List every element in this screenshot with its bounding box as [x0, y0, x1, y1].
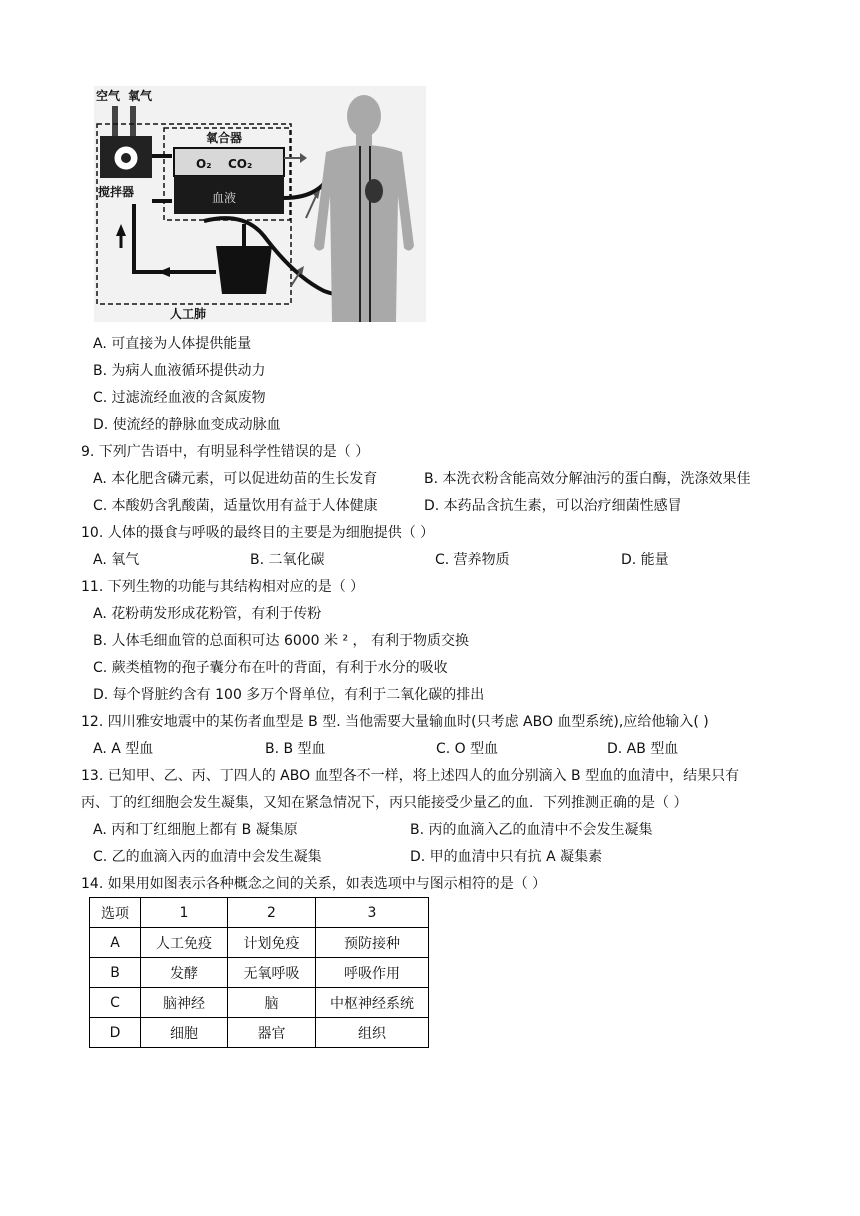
- q12-stem: 12. 四川雅安地震中的某伤者血型是 B 型. 当他需要大量输血时(只考虑 ABO 血型系统),应给他输入( ): [81, 714, 709, 730]
- artificial-lung-label: 人工肺: [170, 307, 207, 321]
- q10-stem: 10. 人体的摄食与呼吸的最终目的主要是为细胞提供（ ）: [81, 525, 435, 541]
- q12-option-a: A. A 型血: [93, 741, 154, 757]
- table-cell: 预防接种: [316, 928, 429, 958]
- table-cell: 细胞: [141, 1018, 228, 1048]
- oxygen-label: 氧气: [128, 89, 153, 103]
- q14-stem: 14. 如果用如图表示各种概念之间的关系，如表选项中与图示相符的是（ ）: [81, 876, 547, 892]
- q14-options-table: [89, 897, 429, 1048]
- q13-stem-line2: 丙、丁的红细胞会发生凝集，又知在紧急情况下，丙只能接受少量乙的血．下列推测正确的是（ ）: [81, 795, 688, 811]
- table-row: [90, 1018, 429, 1048]
- table-header-cell: 3: [316, 898, 429, 928]
- table-header-cell: 2: [228, 898, 316, 928]
- oxygenator-label: 氧合器: [206, 131, 243, 145]
- q10-option-d: D. 能量: [621, 552, 669, 568]
- table-cell: C: [90, 988, 141, 1018]
- q8-option-c: C. 过滤流经血液的含氮废物: [93, 390, 266, 406]
- oxygen-inlet-pipe: [130, 106, 136, 136]
- q9-option-a: A. 本化肥含磷元素，可以促进幼苗的生长发育: [93, 471, 378, 487]
- table-cell: 中枢神经系统: [316, 988, 429, 1018]
- air-inlet-pipe: [112, 106, 118, 136]
- air-label: 空气: [96, 89, 121, 103]
- q11-option-c: C. 蕨类植物的孢子囊分布在叶的背面，有利于水分的吸收: [93, 660, 448, 676]
- table-header-cell: 选项: [90, 898, 141, 928]
- q11-option-b: B. 人体毛细血管的总面积可达 6000 米 ² ， 有利于物质交换: [93, 633, 469, 649]
- o2-label: O₂: [196, 157, 212, 171]
- table-header-cell: 1: [141, 898, 228, 928]
- table-row: [90, 958, 429, 988]
- co2-label: CO₂: [228, 157, 253, 171]
- table-cell: 脑神经: [141, 988, 228, 1018]
- q8-option-b: B. 为病人血液循环提供动力: [93, 363, 266, 379]
- table-cell: D: [90, 1018, 141, 1048]
- q11-option-a: A. 花粉萌发形成花粉管，有利于传粉: [93, 606, 322, 622]
- q11-stem: 11. 下列生物的功能与其结构相对应的是（ ）: [81, 579, 365, 595]
- q11-option-d: D. 每个肾脏约含有 100 多万个肾单位，有利于二氧化碳的排出: [93, 687, 485, 703]
- q8-option-a: A. 可直接为人体提供能量: [93, 336, 252, 352]
- q10-option-c: C. 营养物质: [435, 552, 510, 568]
- q13-option-d: D. 甲的血清中只有抗 A 凝集素: [410, 849, 603, 865]
- table-cell: 器官: [228, 1018, 316, 1048]
- table-header-row: [90, 898, 429, 928]
- table-cell: B: [90, 958, 141, 988]
- q13-option-c: C. 乙的血滴入丙的血清中会发生凝集: [93, 849, 322, 865]
- table-cell: 人工免疫: [141, 928, 228, 958]
- table-cell: 计划免疫: [228, 928, 316, 958]
- stirrer-label: 搅拌器: [98, 185, 135, 199]
- table-row: [90, 928, 429, 958]
- q8-option-d: D. 使流经的静脉血变成动脉血: [93, 417, 281, 433]
- table-cell: 无氧呼吸: [228, 958, 316, 988]
- q9-option-c: C. 本酸奶含乳酸菌，适量饮用有益于人体健康: [93, 498, 378, 514]
- q10-option-b: B. 二氧化碳: [250, 552, 325, 568]
- q9-option-d: D. 本药品含抗生素，可以治疗细菌性感冒: [424, 498, 682, 514]
- q12-option-d: D. AB 型血: [607, 741, 679, 757]
- table-cell: A: [90, 928, 141, 958]
- table-cell: 呼吸作用: [316, 958, 429, 988]
- q13-option-b: B. 丙的血滴入乙的血清中不会发生凝集: [410, 822, 653, 838]
- q12-option-c: C. O 型血: [436, 741, 499, 757]
- blood-label: 血液: [212, 191, 237, 205]
- q10-option-a: A. 氧气: [93, 552, 140, 568]
- q12-option-b: B. B 型血: [265, 741, 326, 757]
- q9-stem: 9. 下列广告语中，有明显科学性错误的是（ ）: [81, 444, 370, 460]
- beaker-icon: [216, 246, 272, 294]
- table-cell: 脑: [228, 988, 316, 1018]
- q13-option-a: A. 丙和丁红细胞上都有 B 凝集原: [93, 822, 298, 838]
- table-row: [90, 988, 429, 1018]
- table-cell: 发酵: [141, 958, 228, 988]
- heart-icon: [365, 179, 383, 203]
- artificial-lung-figure: [94, 86, 426, 322]
- table-cell: 组织: [316, 1018, 429, 1048]
- q13-stem-line1: 13. 已知甲、乙、丙、丁四人的 ABO 血型各不一样，将上述四人的血分别滴入 B 型血的血清中，结果只有: [81, 768, 740, 784]
- q9-option-b: B. 本洗衣粉含能高效分解油污的蛋白酶，洗涤效果佳: [424, 471, 751, 487]
